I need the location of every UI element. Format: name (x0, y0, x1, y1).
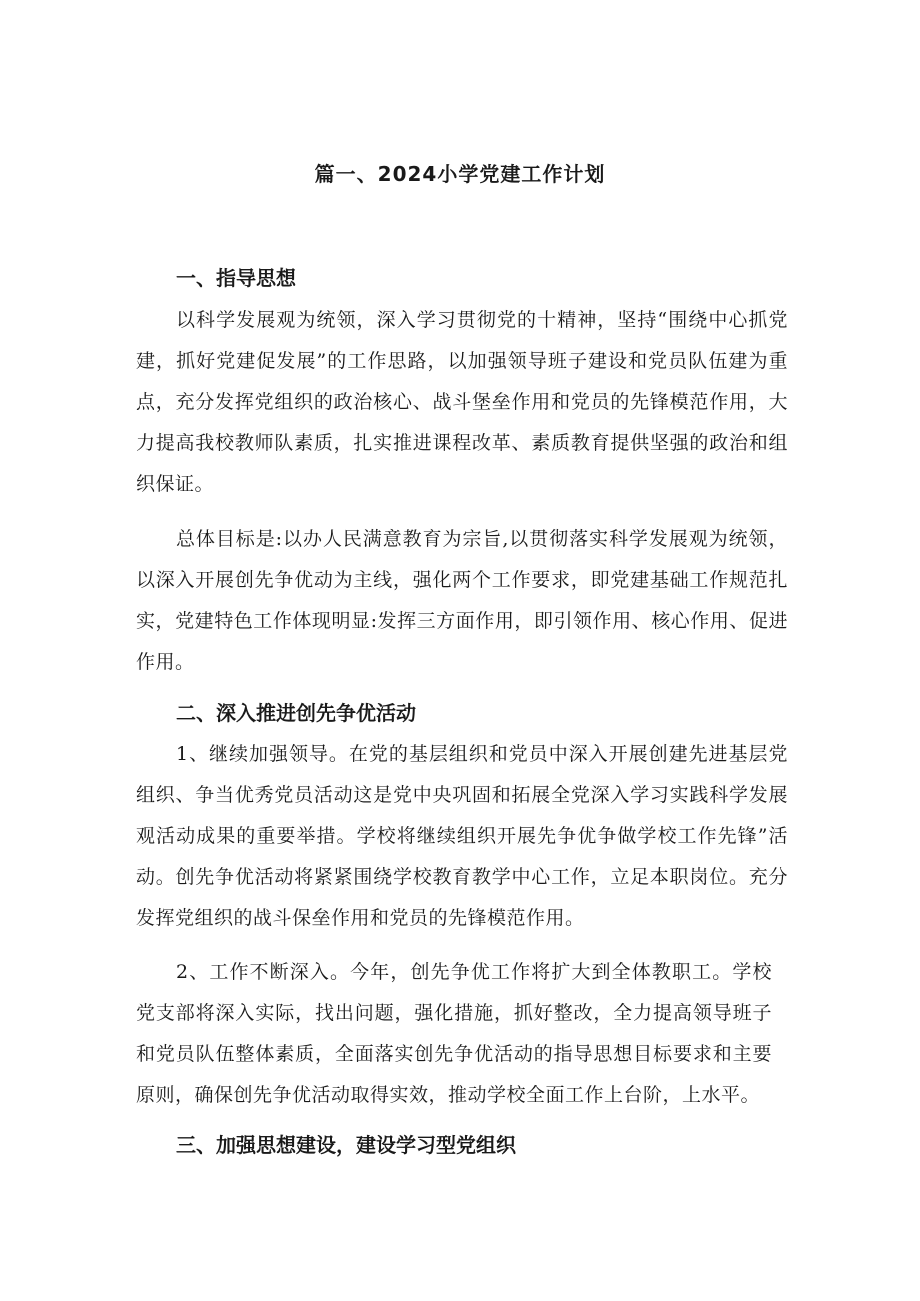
paragraph-deepen-work: 2、工作不断深入。今年，创先争优工作将扩大到全体教职工。学校党支部将深入实际，找出问题，强化措施，抓好整改，全力提高领导班子和党员队伍整体素质，全面落实创先争优活动的指导思想目标要求和主要原则，确保创先争优活动取得实效，推动学校全面工作上台阶，上水平。 (136, 961, 772, 1106)
document-title: 篇一、2024小学党建工作计划 (314, 162, 606, 186)
paragraph-overall-goal: 总体目标是:以办人民满意教育为宗旨,以贯彻落实科学发展观为统领，以深入开展创先争优动为主线，强化两个工作要求，即党建基础工作规范扎实，党建特色工作体现明显:发挥三方面作用，即引领作用、核心作用、促进作用。 (136, 528, 788, 673)
paragraph-strengthen-leadership: 1、继续加强领导。在党的基层组织和党员中深入开展创建先进基层党组织、争当优秀党员活动这是党中央巩固和拓展全党深入学习实践科学发展观活动成果的重要举措。学校将继续组织开展先争优争做学校工作先锋”活动。创先争优活动将紧紧围绕学校教育教学中心工作，立足本职岗位。充分发挥党组织的战斗保垒作用和党员的先锋模范作用。 (136, 743, 788, 929)
paragraph-guiding-ideology: 以科学发展观为统领，深入学习贯彻党的十精神，坚持“围绕中心抓党建，抓好党建促发展”的工作思路，以加强领导班子建设和党员队伍建为重点，充分发挥党组织的政治核心、战斗堡垒作用和党员的先锋模范作用，大力提高我校教师队素质，扎实推进课程改革、素质教育提供坚强的政治和组织保证。 (136, 309, 788, 495)
section-heading-ideological-building: 三、加强思想建设，建设学习型党组织 (176, 1133, 516, 1157)
section-heading-excellence-activities: 二、深入推进创先争优活动 (176, 701, 416, 725)
section-heading-guiding-ideology: 一、指导思想 (176, 266, 296, 290)
